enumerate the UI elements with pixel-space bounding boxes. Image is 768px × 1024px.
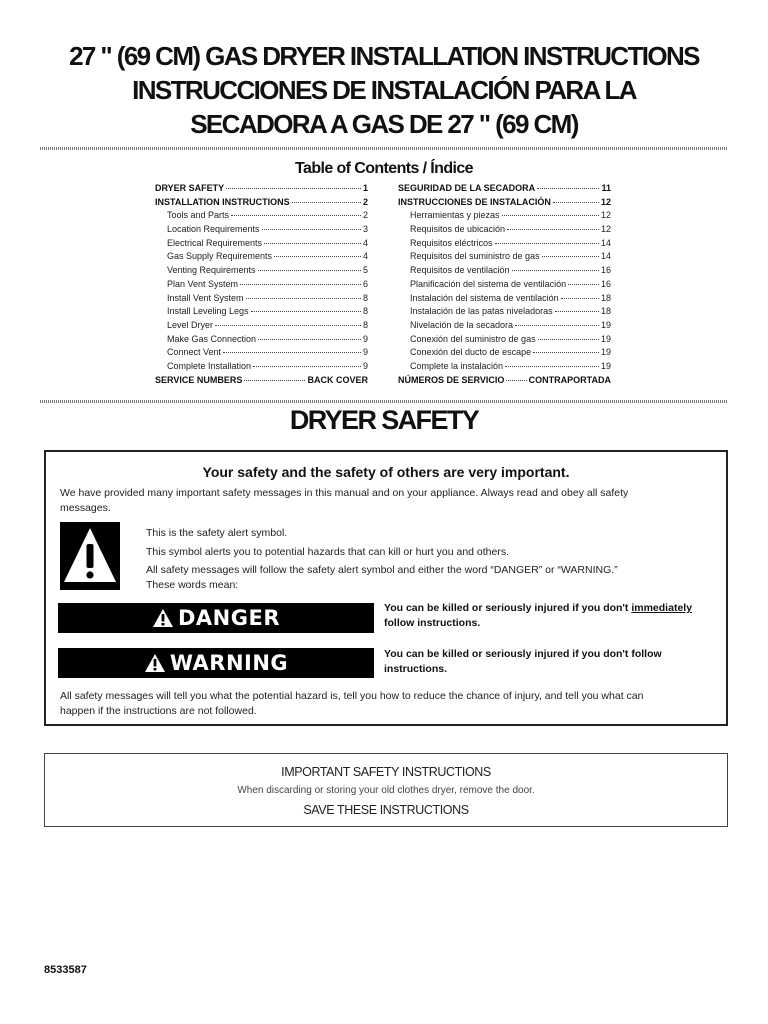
toc-entry [398,223,611,237]
toc-leader-dots [246,298,361,299]
toc-entry-page: 14 [600,237,611,248]
toc-entry [398,250,611,264]
toc-entry-page: 5 [362,265,368,276]
toc-entry-label: Requisitos de ventilación [410,265,510,276]
toc-leader-dots [292,202,361,203]
title-english: 27 " (69 CM) GAS DRYER INSTALLATION INSTRUCTIONS [69,41,699,71]
toc-entry-page: 4 [362,251,368,262]
title-spanish-line1: INSTRUCCIONES DE INSTALACIÓN PARA LA [132,75,636,105]
toc-entry-label: Requisitos de ubicación [410,224,506,235]
alert-line2: This symbol alerts you to potential hazards that can kill or hurt you and others. [146,546,510,558]
toc-entry-page: CONTRAPORTADA [528,374,611,385]
warning-text-b: instructions. [384,663,448,675]
alert-line3: All safety messages will follow the safety alert symbol and either the word “DANGER” or “WARNING.” [146,564,618,576]
document-number: 8533587 [44,964,87,976]
important-footer: SAVE THESE INSTRUCTIONS [303,803,469,817]
toc-entry-label: INSTRUCCIONES DE INSTALACIÓN [398,196,551,207]
safety-alert-icon [60,522,120,590]
toc-leader-dots [506,380,526,381]
toc-entry [155,250,368,264]
toc-entry-label: Connect Vent [167,347,222,358]
toc-entry-page: BACK COVER [307,374,368,385]
toc-entry-label: Install Leveling Legs [167,306,249,317]
toc-leader-dots [542,256,599,257]
toc-entry-label: Requisitos del suministro de gas [410,251,540,262]
toc-entry [155,319,368,333]
toc-entry-label: Conexión del ducto de escape [410,347,532,358]
toc-entry-page: 18 [600,292,611,303]
alert-line1: This is the safety alert symbol. [146,527,288,539]
toc-leader-dots [537,188,599,189]
toc-entry [155,264,368,278]
toc-entry-label: DRYER SAFETY [155,183,225,193]
warning-label: WARNING [169,651,289,675]
toc-entry-page: 2 [362,196,368,207]
toc-entry-label: Venting Requirements [167,265,256,276]
toc-entry-page: 19 [600,360,611,371]
toc-entry-page: 12 [600,196,611,207]
toc-entry-page: 12 [600,224,611,235]
toc-entry [398,209,611,223]
toc-entry-label: Requisitos eléctricos [410,237,493,248]
toc-entry-page: 11 [601,183,611,193]
toc-entry-page: 2 [362,210,368,221]
toc-leader-dots [512,270,599,271]
toc-entry-page: 8 [362,306,368,317]
warning-description [384,647,724,677]
toc-entry-label: Planificación del sistema de ventilación [410,278,567,289]
alert-triangle-icon [144,653,166,673]
toc-entry [398,278,611,292]
toc-entry [398,196,611,210]
toc-leader-dots [226,188,361,189]
important-heading: IMPORTANT SAFETY INSTRUCTIONS [281,765,491,779]
toc-entry-label: Plan Vent System [167,278,239,289]
toc-entry-page: 9 [362,360,368,371]
toc-leader-dots [258,339,361,340]
toc-leader-dots [244,380,305,381]
toc-entry-label: Level Dryer [167,319,214,330]
toc-leader-dots [533,352,599,353]
toc-leader-dots [515,325,599,326]
toc-entry-page: 18 [600,306,611,317]
closing-line1: All safety messages will tell you what the potential hazard is, tell you how to reduce the chance of injury, and tell you what can [60,690,644,702]
toc-leader-dots [240,284,361,285]
toc-entry [155,346,368,360]
toc-leader-dots [251,311,361,312]
toc-leader-dots [507,229,599,230]
toc-leader-dots [274,256,361,257]
toc-entry [155,223,368,237]
toc-entry-label: Electrical Requirements [167,237,263,248]
toc-entry-label: SEGURIDAD DE LA SECADORA [398,183,536,193]
toc-entry-page: 16 [600,278,611,289]
toc-entry-label: Gas Supply Requirements [167,251,273,262]
toc-leader-dots [253,366,361,367]
toc-leader-dots [495,243,599,244]
toc-english-column [155,182,368,387]
toc-entry [398,237,611,251]
toc-entry [398,333,611,347]
toc-entry [398,305,611,319]
toc-entry-page: 4 [362,237,368,248]
safety-intro-line1: We have provided many important safety messages in this manual and on your appliance. Always read and obey all safety [60,487,629,499]
toc-leader-dots [502,215,599,216]
danger-label: DANGER [177,606,280,630]
toc-leader-dots [258,270,361,271]
toc-entry [155,237,368,251]
toc-entry-page: 19 [600,333,611,344]
toc-entry [155,292,368,306]
closing-line2: happen if the instructions are not followed. [60,705,257,717]
toc-entry-label: NÚMEROS DE SERVICIO [398,374,505,385]
toc-entry [155,333,368,347]
toc-entry-page: 9 [362,333,368,344]
safety-headline: Your safety and the safety of others are very important. [202,464,570,480]
toc-entry-label: Instalación del sistema de ventilación [410,292,559,303]
toc-leader-dots [505,366,599,367]
toc-entry-page: 14 [600,251,611,262]
safety-intro-line2: messages. [60,502,111,514]
toc-entry-page: 3 [362,224,368,235]
toc-entry-label: Conexión del suministro de gas [410,333,536,344]
toc-entry [155,278,368,292]
toc-heading: Table of Contents / Índice [295,160,473,177]
toc-entry-label: Location Requirements [167,224,260,235]
toc-leader-dots [215,325,361,326]
divider-rule [40,147,728,150]
toc-entry [155,196,368,210]
toc-entry [155,182,368,196]
toc-entry-label: Nivelación de la secadora [410,319,514,330]
safety-box [44,450,728,726]
toc-entry [398,182,611,196]
toc-leader-dots [262,229,361,230]
toc-entry [155,374,368,388]
danger-description [384,601,724,631]
danger-text-emph: immediately [631,602,693,614]
toc-entry-page: 9 [362,347,368,358]
warning-signal-bar [58,648,374,678]
toc-entry-label: Complete la instalación [410,360,504,371]
toc-entry [398,292,611,306]
alert-triangle-icon [152,608,174,628]
section-title: DRYER SAFETY [289,405,479,435]
toc-entry [155,360,368,374]
toc-entry [398,346,611,360]
toc-leader-dots [555,311,599,312]
toc-leader-dots [264,243,361,244]
danger-signal-bar [58,603,374,633]
toc-leader-dots [568,284,599,285]
toc-entry [398,319,611,333]
toc-entry-label: Install Vent System [167,292,244,303]
toc-entry-page: 6 [362,278,368,289]
toc-entry [398,374,611,388]
toc-entry-label: Instalación de las patas niveladoras [410,306,553,317]
toc-entry-page: 8 [362,292,368,303]
danger-text-a: You can be killed or seriously injured if you don't [384,602,632,614]
toc-entry-label: INSTALLATION INSTRUCTIONS [155,196,290,207]
toc-entry-page: 16 [600,265,611,276]
toc-entry-label: Complete Installation [167,360,252,371]
toc-entry-page: 19 [600,319,611,330]
toc-spanish-column [398,182,611,387]
title-spanish-line2: SECADORA A GAS DE 27 " (69 CM) [190,109,578,139]
toc-entry-page: 12 [600,210,611,221]
toc-entry-label: Make Gas Connection [167,333,257,344]
important-body: When discarding or storing your old clothes dryer, remove the door. [237,785,535,796]
important-instructions-box [44,753,728,827]
toc-leader-dots [553,202,599,203]
toc-entry-page: 1 [362,183,368,193]
toc-entry [398,360,611,374]
toc-leader-dots [231,215,361,216]
toc-entry-label: Herramientas y piezas [410,210,500,221]
toc-entry-label: SERVICE NUMBERS [155,374,243,385]
divider-rule [40,400,728,403]
warning-text-a: You can be killed or seriously injured if you don't follow [384,648,662,660]
toc-entry-label: Tools and Parts [167,210,230,221]
toc-leader-dots [538,339,599,340]
toc-leader-dots [561,298,599,299]
toc-entry [155,305,368,319]
alert-line4: These words mean: [146,579,239,591]
toc-entry [155,209,368,223]
toc-entry-page: 19 [600,347,611,358]
toc-entry [398,264,611,278]
toc-entry-page: 8 [362,319,368,330]
danger-text-b: follow instructions. [384,617,481,629]
toc-leader-dots [223,352,361,353]
